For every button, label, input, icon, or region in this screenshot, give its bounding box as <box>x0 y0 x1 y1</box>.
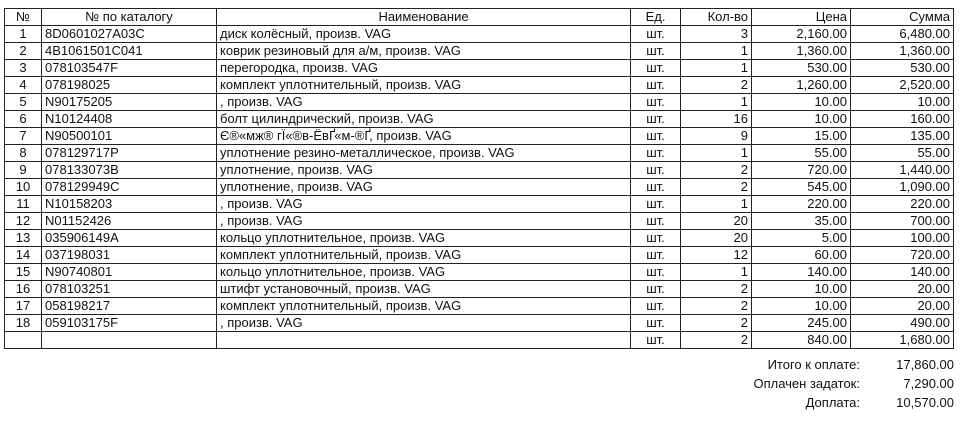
total-row <box>650 393 954 412</box>
table-cell: 2 <box>681 77 752 94</box>
table-cell: 11 <box>5 196 42 213</box>
invoice <box>4 8 954 412</box>
table-cell: 5 <box>5 94 42 111</box>
table-row <box>5 145 954 162</box>
table-cell: 078129717P <box>42 145 217 162</box>
total-row <box>650 355 954 374</box>
table-cell: 058198217 <box>42 298 217 315</box>
table-cell: N90500101 <box>42 128 217 145</box>
table-cell: 6,480.00 <box>851 26 954 43</box>
table-cell: 10.00 <box>752 111 851 128</box>
table-cell: комплект уплотнительный, произв. VAG <box>217 77 631 94</box>
table-cell: 160.00 <box>851 111 954 128</box>
table-cell: 35.00 <box>752 213 851 230</box>
table-cell: 60.00 <box>752 247 851 264</box>
table-row <box>5 264 954 281</box>
table-cell: 220.00 <box>752 196 851 213</box>
table-cell: , произв. VAG <box>217 94 631 111</box>
table-cell: комплект уплотнительный, произв. VAG <box>217 247 631 264</box>
table-row <box>5 315 954 332</box>
table-cell: 530.00 <box>851 60 954 77</box>
table-cell: 15 <box>5 264 42 281</box>
table-row <box>5 60 954 77</box>
column-header: Кол-во <box>681 9 752 26</box>
table-cell: 10.00 <box>851 94 954 111</box>
table-cell: 2,160.00 <box>752 26 851 43</box>
table-cell: 035906149A <box>42 230 217 247</box>
table-cell: 037198031 <box>42 247 217 264</box>
total-value: 10,570.00 <box>896 395 954 410</box>
table-row <box>5 128 954 145</box>
table-cell: шт. <box>631 60 681 77</box>
table-cell: шт. <box>631 94 681 111</box>
table-row <box>5 213 954 230</box>
table-cell: 1 <box>681 145 752 162</box>
table-row <box>5 230 954 247</box>
table-cell: 1,360.00 <box>752 43 851 60</box>
table-cell: N01152426 <box>42 213 217 230</box>
table-cell: 078129949C <box>42 179 217 196</box>
column-header: Сумма <box>851 9 954 26</box>
table-body <box>5 26 954 349</box>
table-cell: 135.00 <box>851 128 954 145</box>
table-cell: 12 <box>681 247 752 264</box>
table-cell: 1 <box>681 196 752 213</box>
table-cell: 078103251 <box>42 281 217 298</box>
table-cell: 8D0601027A03C <box>42 26 217 43</box>
table-cell: шт. <box>631 77 681 94</box>
table-cell: 1,360.00 <box>851 43 954 60</box>
table-cell: 9 <box>681 128 752 145</box>
total-label: Оплачен задаток: <box>753 376 860 391</box>
table-cell: 8 <box>5 145 42 162</box>
totals <box>650 355 954 412</box>
table-cell: 5.00 <box>752 230 851 247</box>
table-cell: 17 <box>5 298 42 315</box>
table-cell: 078103547F <box>42 60 217 77</box>
table-cell: болт цилиндрический, произв. VAG <box>217 111 631 128</box>
total-label: Доплата: <box>805 395 860 410</box>
table-cell: 7 <box>5 128 42 145</box>
table-cell: шт. <box>631 162 681 179</box>
table-cell: комплект уплотнительный, произв. VAG <box>217 298 631 315</box>
table-cell: , произв. VAG <box>217 315 631 332</box>
table-row <box>5 298 954 315</box>
table-cell: шт. <box>631 264 681 281</box>
table-row <box>5 94 954 111</box>
table-cell: шт. <box>631 196 681 213</box>
table-cell: 2 <box>5 43 42 60</box>
table-cell: 55.00 <box>752 145 851 162</box>
total-label: Итого к оплате: <box>767 357 860 372</box>
total-value: 17,860.00 <box>896 357 954 372</box>
table-cell: 1 <box>681 94 752 111</box>
table-cell: шт. <box>631 247 681 264</box>
table-cell <box>42 332 217 349</box>
table-cell: 3 <box>681 26 752 43</box>
table-cell: 545.00 <box>752 179 851 196</box>
table-cell: 2 <box>681 332 752 349</box>
table-cell: 1,090.00 <box>851 179 954 196</box>
table-cell: шт. <box>631 26 681 43</box>
table-cell: N10158203 <box>42 196 217 213</box>
table-cell: 20.00 <box>851 281 954 298</box>
table-row <box>5 196 954 213</box>
table-cell: 2 <box>681 281 752 298</box>
table-cell: 059103175F <box>42 315 217 332</box>
column-header: Ед. <box>631 9 681 26</box>
table-cell: 6 <box>5 111 42 128</box>
table-cell: перегородка, произв. VAG <box>217 60 631 77</box>
table-cell: 530.00 <box>752 60 851 77</box>
table-cell: 1,680.00 <box>851 332 954 349</box>
table-cell: 10 <box>5 179 42 196</box>
table-cell: шт. <box>631 298 681 315</box>
table-cell: шт. <box>631 128 681 145</box>
table-cell: N90740801 <box>42 264 217 281</box>
table-cell: 4 <box>5 77 42 94</box>
table-cell: 16 <box>681 111 752 128</box>
column-header: № по каталогу <box>42 9 217 26</box>
table-row <box>5 111 954 128</box>
table-cell <box>217 332 631 349</box>
table-cell: 2 <box>681 179 752 196</box>
table-cell: N10124408 <box>42 111 217 128</box>
table-cell: 15.00 <box>752 128 851 145</box>
table-cell: 720.00 <box>851 247 954 264</box>
table-row <box>5 162 954 179</box>
table-cell: 1 <box>681 60 752 77</box>
table-row <box>5 26 954 43</box>
table-cell: уплотнение, произв. VAG <box>217 179 631 196</box>
table-cell: 720.00 <box>752 162 851 179</box>
table-cell: 12 <box>5 213 42 230</box>
table-cell: 10.00 <box>752 298 851 315</box>
column-header: № <box>5 9 42 26</box>
table-cell: 2 <box>681 315 752 332</box>
table-cell: 1 <box>681 43 752 60</box>
table-cell: диск колёсный, произв. VAG <box>217 26 631 43</box>
table-cell: 100.00 <box>851 230 954 247</box>
table-cell: 245.00 <box>752 315 851 332</box>
table-cell: 20 <box>681 213 752 230</box>
table-cell: 20.00 <box>851 298 954 315</box>
table-cell: 2 <box>681 298 752 315</box>
table-cell: 140.00 <box>752 264 851 281</box>
table-cell: шт. <box>631 332 681 349</box>
invoice-table <box>4 8 954 349</box>
table-cell: 490.00 <box>851 315 954 332</box>
table-cell: 14 <box>5 247 42 264</box>
table-cell: 1,440.00 <box>851 162 954 179</box>
table-cell: 18 <box>5 315 42 332</box>
table-cell: 078198025 <box>42 77 217 94</box>
table-cell: шт. <box>631 230 681 247</box>
table-row <box>5 247 954 264</box>
table-cell: шт. <box>631 281 681 298</box>
table-cell: 2,520.00 <box>851 77 954 94</box>
table-cell: уплотнение резино-металлическое, произв. VAG <box>217 145 631 162</box>
table-row <box>5 332 954 349</box>
table-cell: шт. <box>631 111 681 128</box>
table-cell: N90175205 <box>42 94 217 111</box>
table-cell: 1 <box>5 26 42 43</box>
table-cell: , произв. VAG <box>217 196 631 213</box>
column-header: Наименование <box>217 9 631 26</box>
table-cell: 1,260.00 <box>752 77 851 94</box>
table-cell: 10.00 <box>752 94 851 111</box>
table-cell: 140.00 <box>851 264 954 281</box>
table-cell: 9 <box>5 162 42 179</box>
table-cell: 1 <box>681 264 752 281</box>
total-value: 7,290.00 <box>903 376 954 391</box>
table-row <box>5 43 954 60</box>
table-cell <box>5 332 42 349</box>
table-row <box>5 77 954 94</box>
table-cell: 16 <box>5 281 42 298</box>
table-cell: 20 <box>681 230 752 247</box>
table-cell: 2 <box>681 162 752 179</box>
table-cell: уплотнение, произв. VAG <box>217 162 631 179</box>
table-cell: шт. <box>631 315 681 332</box>
table-cell: 078133073B <box>42 162 217 179</box>
table-header <box>5 9 954 26</box>
table-cell: 700.00 <box>851 213 954 230</box>
table-cell: кольцо уплотнительное, произв. VAG <box>217 230 631 247</box>
table-cell: штифт установочный, произв. VAG <box>217 281 631 298</box>
table-cell: шт. <box>631 213 681 230</box>
table-cell: , произв. VAG <box>217 213 631 230</box>
table-cell: коврик резиновый для а/м, произв. VAG <box>217 43 631 60</box>
table-cell: 10.00 <box>752 281 851 298</box>
table-cell: Є®«мж® гЇ«®в-ЁвҐ«м-®Ґ, произв. VAG <box>217 128 631 145</box>
table-cell: 55.00 <box>851 145 954 162</box>
table-row <box>5 281 954 298</box>
table-cell: 3 <box>5 60 42 77</box>
total-row <box>650 374 954 393</box>
table-cell: кольцо уплотнительное, произв. VAG <box>217 264 631 281</box>
table-cell: 4B1061501C041 <box>42 43 217 60</box>
table-cell: 220.00 <box>851 196 954 213</box>
table-cell: шт. <box>631 179 681 196</box>
table-cell: 13 <box>5 230 42 247</box>
table-row <box>5 179 954 196</box>
column-header: Цена <box>752 9 851 26</box>
table-cell: шт. <box>631 43 681 60</box>
table-cell: шт. <box>631 145 681 162</box>
table-cell: 840.00 <box>752 332 851 349</box>
